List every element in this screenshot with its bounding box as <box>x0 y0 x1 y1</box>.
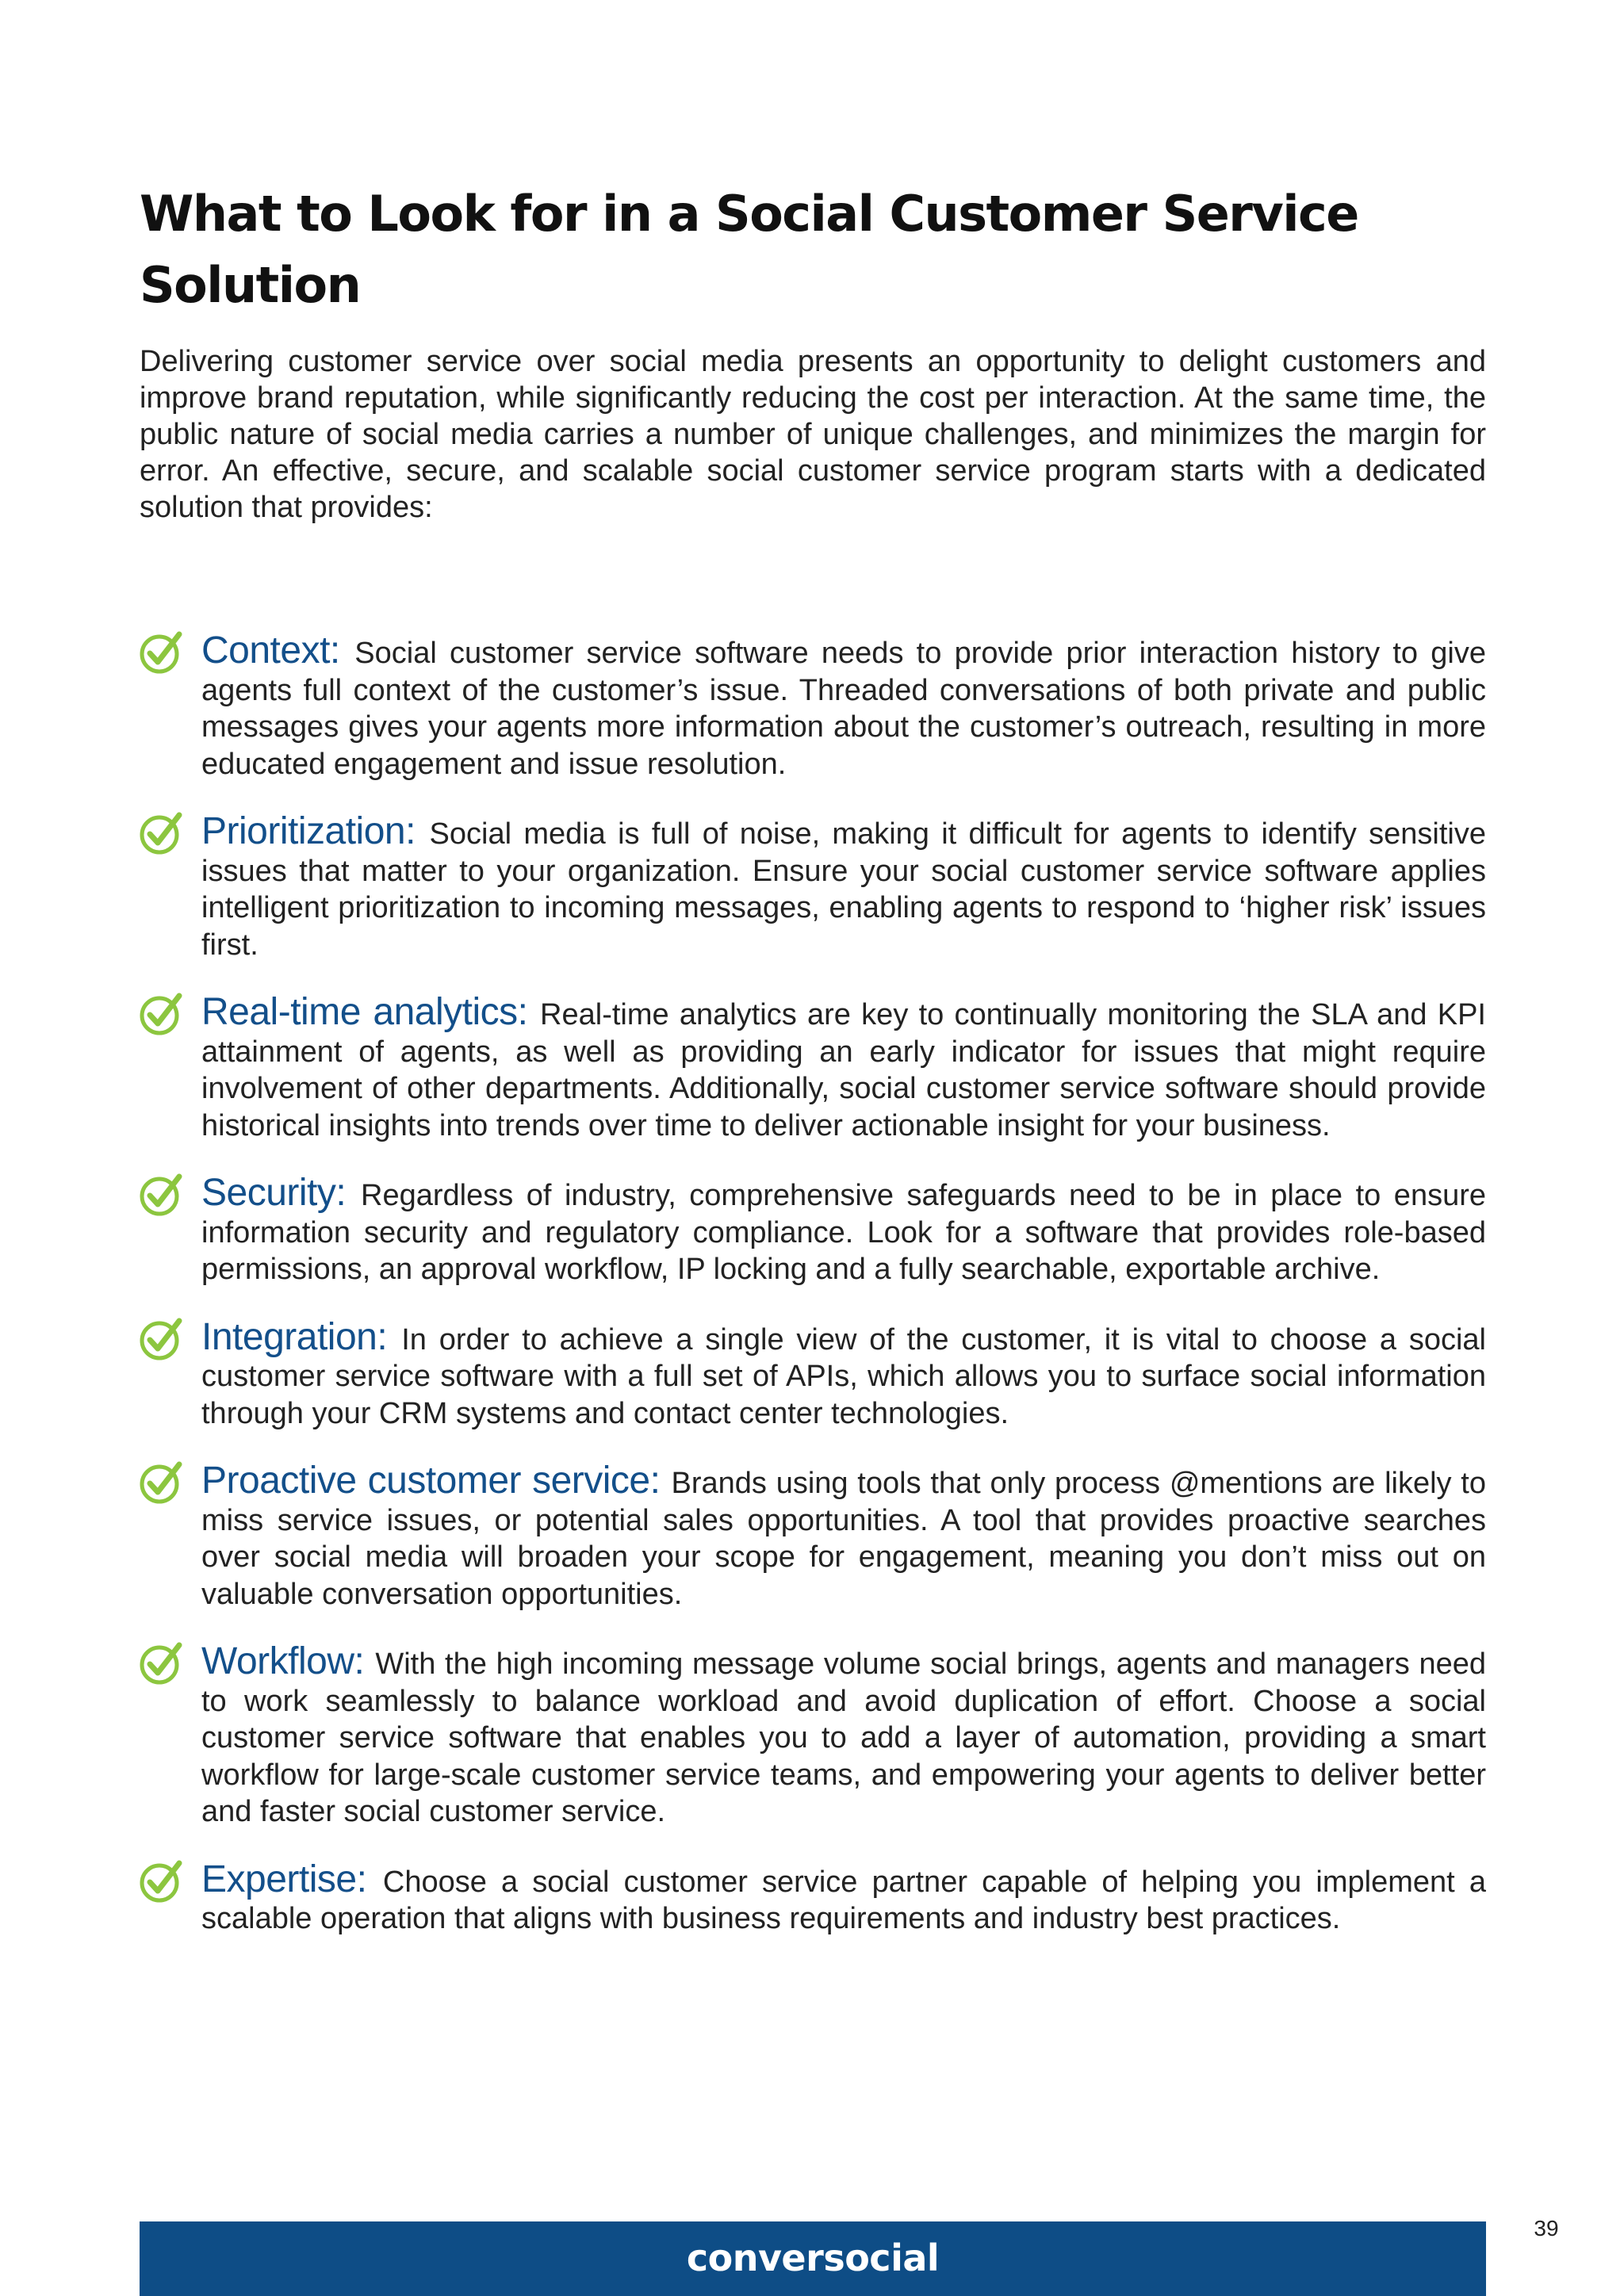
feature-text: In order to achieve a single view of the customer, it is vital to choose a social customer service software with a full set of APIs, which allows you to surface social information through your CRM systems and contact center technologies. <box>201 1322 1487 1430</box>
feature-item-context <box>140 629 1486 783</box>
feature-item-expertise <box>140 1858 1486 1938</box>
check-circle-icon <box>138 1170 186 1218</box>
feature-title: Workflow: <box>201 1640 376 1682</box>
feature-text: Real-time analytics are key to continually monitoring the SLA and KPI attainment of agents, as well as providing an early indicator for issues that might require involvement of other departments. Additionally, social customer service software should provide historical insights into trends over time to deliver actionable insight for your business. <box>201 998 1486 1142</box>
feature-item-security <box>140 1172 1486 1288</box>
check-circle-icon <box>138 1314 186 1362</box>
feature-title: Context: <box>201 629 355 672</box>
feature-item-prioritization <box>140 810 1487 963</box>
feature-text: With the high incoming message volume social brings, agents and managers need to work seamlessly to balance workload and avoid duplication of effort. Choose a social customer service software that enables you to add a layer of automation, providing a smart workflow for large-scale customer service teams, and empowering your agents to deliver better and faster social customer service. <box>201 1647 1486 1828</box>
feature-text: Social customer service software needs to provide prior interaction history to give agents full context of the customer’s issue. Threaded conversations of both private and public messages gives your agents more information about the customer’s outreach, resulting in more educated engagement and issue resolution. <box>201 637 1486 781</box>
feature-item-proactive-customer-service <box>140 1460 1486 1613</box>
footer-band <box>140 2221 1486 2296</box>
check-circle-icon <box>138 1458 186 1506</box>
feature-text: Brands using tools that only process @mentions are likely to miss service issues, or potential sales opportunities. A tool that provides proactive searches over social media will broaden your scope for engagement, meaning you don’t miss out on valuable conversation opportunities. <box>201 1467 1486 1611</box>
feature-title: Prioritization: <box>201 810 430 852</box>
feature-list <box>140 629 1487 1938</box>
feature-title: Integration: <box>201 1315 402 1358</box>
check-circle-icon <box>138 989 186 1037</box>
feature-title: Proactive customer service: <box>201 1460 672 1502</box>
conversocial-logo: conversocial <box>686 2237 940 2279</box>
feature-item-real-time-analytics <box>140 991 1486 1144</box>
feature-title: Security: <box>201 1172 362 1214</box>
main-content <box>140 178 1486 1969</box>
feature-item-workflow <box>140 1640 1486 1831</box>
check-circle-icon <box>138 809 186 856</box>
page-number: 39 <box>1534 2216 1559 2241</box>
feature-text: Social media is full of noise, making it difficult for agents to identify sensitive issues that matter to your organization. Ensure your social customer service software applies intelligent prioritization to incoming messages, enabling agents to respond to ‘higher risk’ issues first. <box>201 817 1487 962</box>
check-circle-icon <box>138 628 186 675</box>
intro-paragraph: Delivering customer service over social media presents an opportunity to delight customers and improve brand reputation, while significantly reducing the cost per interaction. At the same time, the public nature of social media carries a number of unique challenges, and minimizes the margin for error. An effective, secure, and scalable social customer service program starts with a dedicated solution that provides: <box>140 345 1486 524</box>
page-title: What to Look for in a Social Customer Service Solution <box>140 185 1358 314</box>
feature-item-integration <box>140 1315 1487 1433</box>
feature-title: Real-time analytics: <box>201 991 541 1033</box>
feature-text: Choose a social customer service partner capable of helping you implement a scalable operation that aligns with business requirements and industry best practices. <box>201 1865 1486 1935</box>
feature-title: Expertise: <box>201 1858 383 1900</box>
check-circle-icon <box>138 1857 186 1904</box>
feature-text: Regardless of industry, comprehensive safeguards need to be in place to ensure information security and regulatory compliance. Look for a software that provides role-based permissions, an approval workflow, IP locking and a fully searchable, exportable archive. <box>201 1179 1486 1286</box>
check-circle-icon <box>138 1639 186 1686</box>
